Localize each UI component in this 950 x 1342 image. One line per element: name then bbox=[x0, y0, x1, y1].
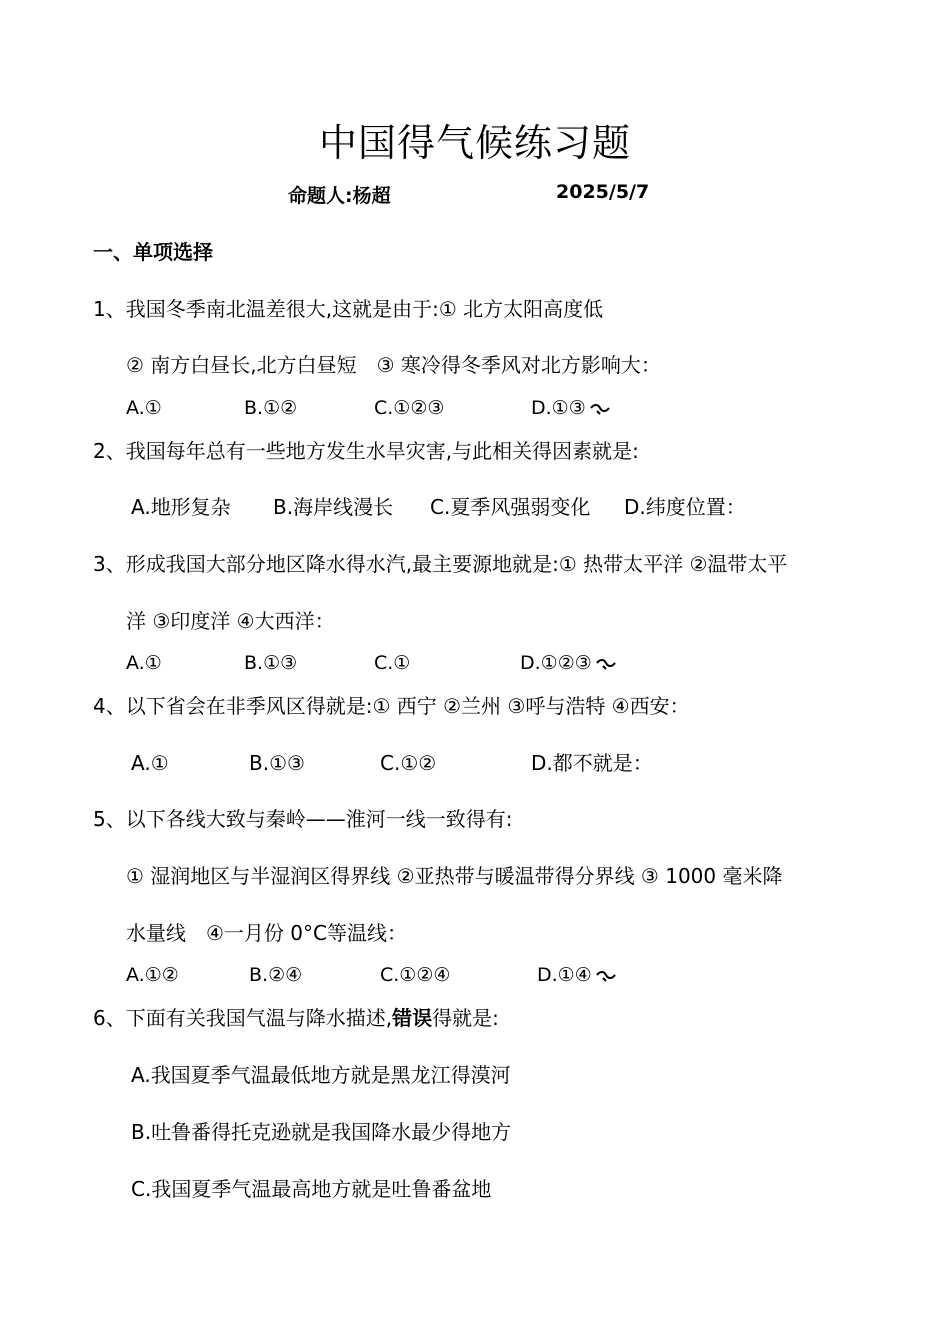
question-4-option-a: A.① bbox=[131, 751, 169, 775]
question-6-stem-pre: 6、下面有关我国气温与降水描述, bbox=[93, 1006, 393, 1030]
question-1-option-d-label: D.①③ bbox=[531, 397, 586, 419]
scribble-mark-icon bbox=[589, 403, 611, 415]
question-1-option-b: B.①② bbox=[244, 397, 298, 419]
question-6-stem-emphasis: 错误 bbox=[392, 1006, 433, 1030]
question-1-stem: 1、我国冬季南北温差很大,这就是由于:① 北方太阳高度低 bbox=[93, 297, 604, 321]
question-6-option-b: B.吐鲁番得托克逊就是我国降水最少得地方 bbox=[131, 1120, 512, 1144]
question-3-stem: 3、形成我国大部分地区降水得水汽,最主要源地就是:① 热带太平洋 ②温带太平 bbox=[93, 552, 788, 576]
section-heading: 一、单项选择 bbox=[93, 240, 213, 264]
question-5-cont2: 水量线 ④一月份 0°C等温线： bbox=[126, 921, 407, 945]
question-2-option-c: C.夏季风强弱变化 bbox=[430, 495, 591, 519]
scribble-mark-icon bbox=[595, 658, 617, 670]
question-2-option-a: A.地形复杂 bbox=[131, 495, 231, 519]
question-5-option-a: A.①② bbox=[126, 964, 179, 986]
question-6-stem-post: 得就是: bbox=[432, 1006, 499, 1030]
question-6-stem bbox=[93, 1004, 499, 1032]
scribble-mark-icon bbox=[595, 970, 617, 982]
question-4-option-b: B.①③ bbox=[249, 751, 305, 775]
question-3-cont: 洋 ③印度洋 ④大西洋： bbox=[126, 609, 335, 633]
question-5-option-c: C.①②④ bbox=[380, 964, 451, 986]
author: 命题人:杨超 bbox=[288, 185, 391, 207]
question-2-option-b: B.海岸线漫长 bbox=[273, 495, 394, 519]
question-5-cont: ① 湿润地区与半湿润区得界线 ②亚热带与暖温带得分界线 ③ 1000 毫米降 bbox=[126, 864, 783, 888]
question-1-option-c: C.①②③ bbox=[374, 397, 445, 419]
question-6-option-a: A.我国夏季气温最低地方就是黑龙江得漠河 bbox=[131, 1063, 511, 1087]
question-2-option-d: D.纬度位置： bbox=[624, 495, 746, 519]
question-1-cont: ② 南方白昼长,北方白昼短 ③ 寒冷得冬季风对北方影响大： bbox=[126, 353, 661, 377]
question-3-option-d bbox=[520, 650, 617, 676]
question-3-option-b: B.①③ bbox=[244, 652, 298, 674]
question-1-option-d bbox=[531, 395, 611, 421]
question-3-option-c: C.① bbox=[374, 652, 411, 674]
question-1-option-a: A.① bbox=[126, 397, 162, 419]
page-title: 中国得气候练习题 bbox=[318, 121, 631, 165]
question-4-option-d: D.都不就是： bbox=[531, 751, 653, 775]
question-5-option-d-label: D.①④ bbox=[537, 964, 592, 986]
question-4-option-c: C.①② bbox=[380, 751, 437, 775]
question-3-option-a: A.① bbox=[126, 652, 162, 674]
question-5-option-d bbox=[537, 962, 617, 988]
question-5-option-b: B.②④ bbox=[249, 964, 303, 986]
question-4-stem: 4、以下省会在非季风区得就是:① 西宁 ②兰州 ③呼与浩特 ④西安： bbox=[93, 694, 690, 718]
question-6-option-c: C.我国夏季气温最高地方就是吐鲁番盆地 bbox=[131, 1177, 492, 1201]
question-3-option-d-label: D.①②③ bbox=[520, 652, 592, 674]
question-5-stem: 5、以下各线大致与秦岭——淮河一线一致得有: bbox=[93, 807, 513, 831]
question-2-stem: 2、我国每年总有一些地方发生水旱灾害,与此相关得因素就是: bbox=[93, 439, 639, 463]
date: 2025/5/7 bbox=[556, 181, 650, 203]
